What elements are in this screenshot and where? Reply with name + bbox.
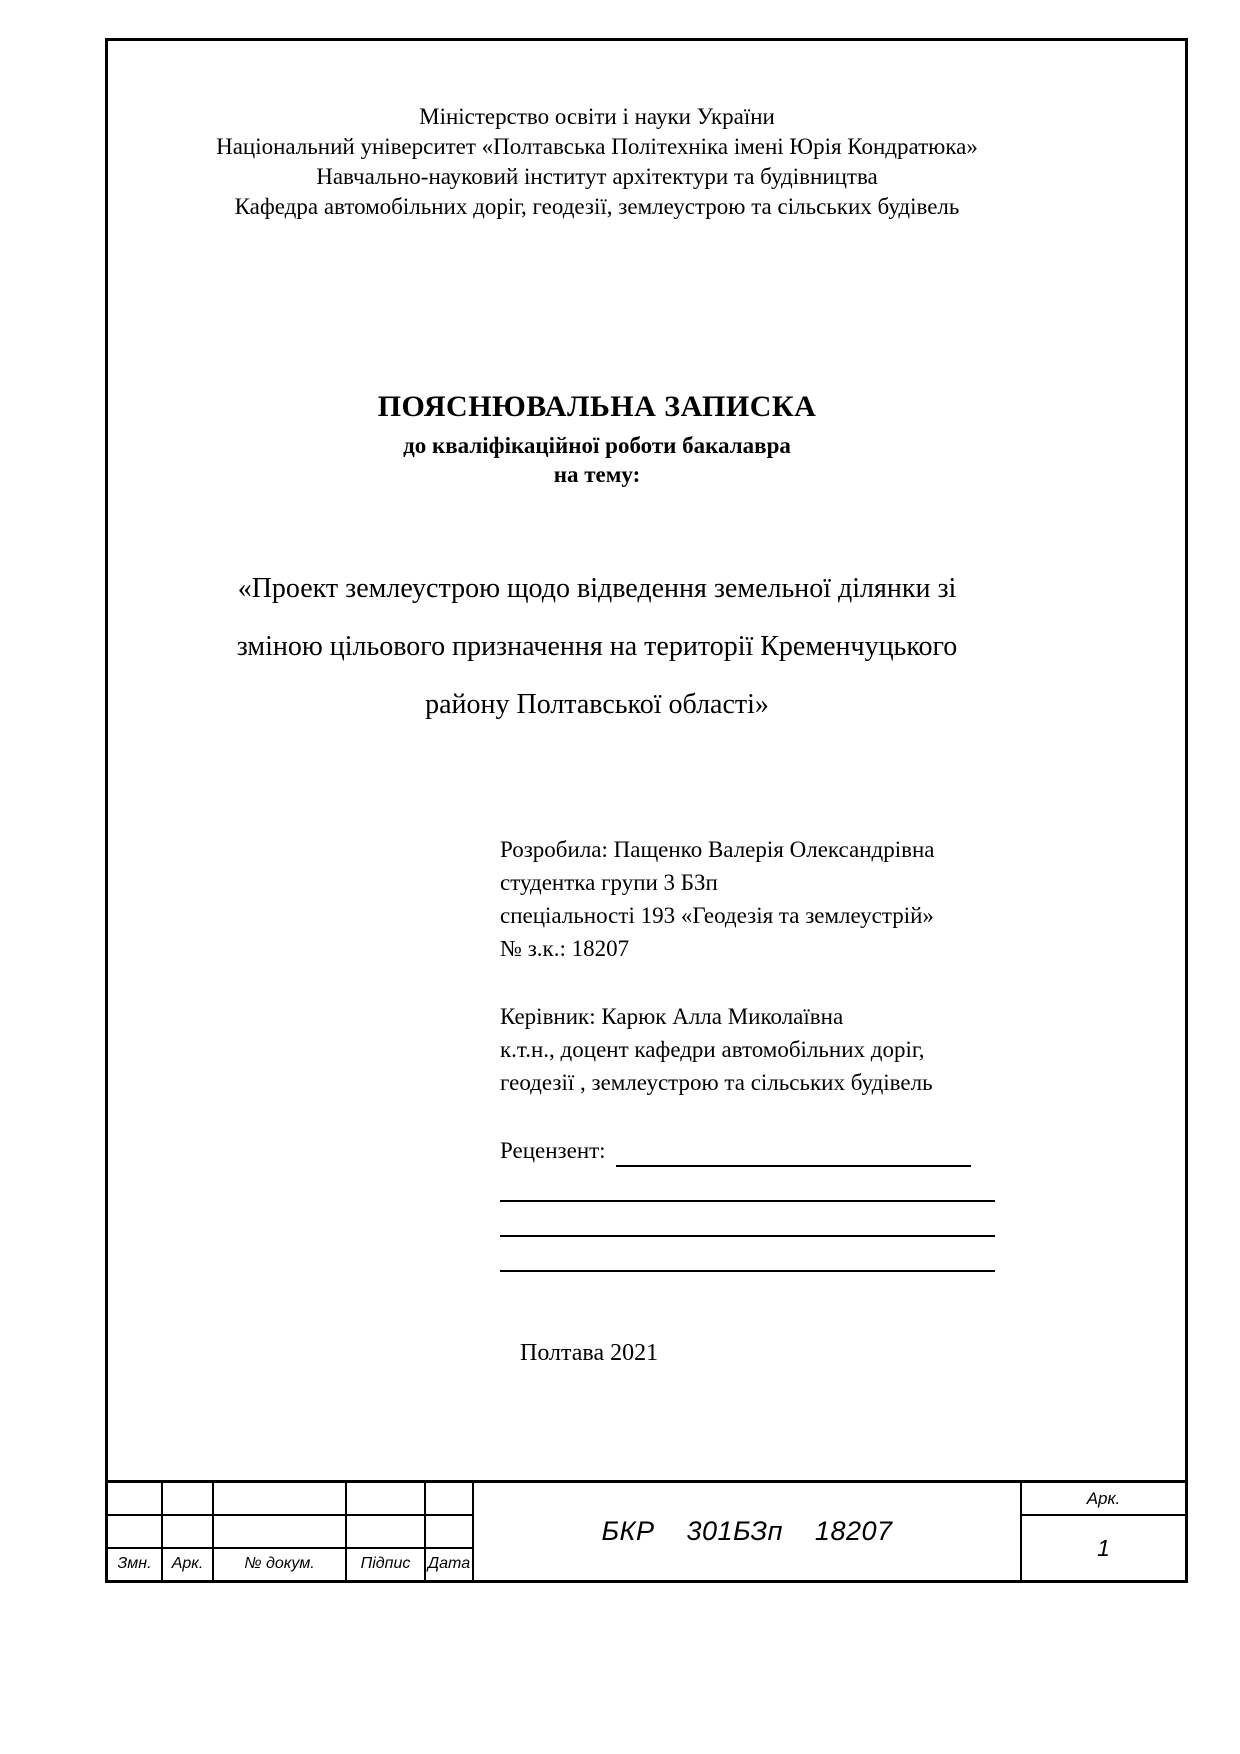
- university-line: Національний університет «Полтавська Політехніка імені Юрія Кондратюка»: [216, 134, 978, 159]
- city-year: Полтава 2021: [520, 1340, 659, 1366]
- theme-line: «Проект землеустрою щодо відведення земельної ділянки зі: [237, 573, 957, 604]
- department-line: Кафедра автомобільних доріг, геодезії, землеустрою та сільських будівель: [234, 194, 960, 219]
- blank-signature-line: [500, 1211, 995, 1237]
- stamp-sheet-label: Арк.: [1086, 1488, 1121, 1508]
- stamp-col-ark: Арк.: [171, 1554, 204, 1572]
- supervisor-department-line: геодезії , землеустрою та сільських будівель: [500, 1070, 933, 1095]
- credits-block: [500, 833, 1000, 1272]
- stamp-col-zmn: Змн.: [117, 1554, 152, 1572]
- supervisor-degree-line: к.т.н., доцент кафедри автомобільних доріг,: [500, 1037, 925, 1062]
- stamp-sheet-number: 1: [1097, 1534, 1110, 1561]
- supervisor-name-line: Керівник: Карюк Алла Миколаївна: [500, 1004, 844, 1029]
- spacer: [500, 965, 1000, 1000]
- theme-line: зміною цільового призначення на території Кременчуцького: [236, 631, 958, 662]
- theme-line: району Полтавської області»: [425, 689, 769, 720]
- stamp-divider: [108, 1514, 474, 1516]
- developer-name-line: Розробила: Пащенко Валерія Олександрівна: [500, 837, 935, 862]
- developer-group-line: студентка групи 3 БЗп: [500, 870, 718, 895]
- reviewer-signature-line: [616, 1141, 971, 1167]
- reviewer-row: [500, 1134, 1000, 1167]
- document-subtitle: до кваліфікаційної роботи бакалавра: [403, 433, 791, 458]
- stamp-document-code: БКР 301БЗп 18207: [601, 1516, 893, 1546]
- institute-line: Навчально-науковий інститут архітектури та будівництва: [316, 164, 878, 189]
- thesis-theme: [117, 560, 1077, 734]
- stamp-col-date: Дата: [427, 1554, 471, 1572]
- title-block: [137, 390, 1057, 488]
- developer-specialty-line: спеціальності 193 «Геодезія та землеустрій»: [500, 903, 934, 928]
- document-subtitle-topic: на тему:: [553, 462, 641, 487]
- document-title: ПОЯСНЮВАЛЬНА ЗАПИСКА: [377, 390, 817, 423]
- ministry-line: Міністерство освіти і науки України: [419, 104, 775, 129]
- institution-header: [137, 102, 1057, 222]
- blank-signature-line: [500, 1176, 995, 1202]
- title-block-stamp: [105, 1480, 1188, 1583]
- stamp-col-docnum: № докум.: [244, 1554, 315, 1572]
- stamp-col-signature: Підпис: [360, 1554, 411, 1572]
- developer-recordbook-line: № з.к.: 18207: [500, 936, 630, 961]
- reviewer-label: Рецензент:: [500, 1138, 606, 1163]
- blank-signature-line: [500, 1246, 995, 1272]
